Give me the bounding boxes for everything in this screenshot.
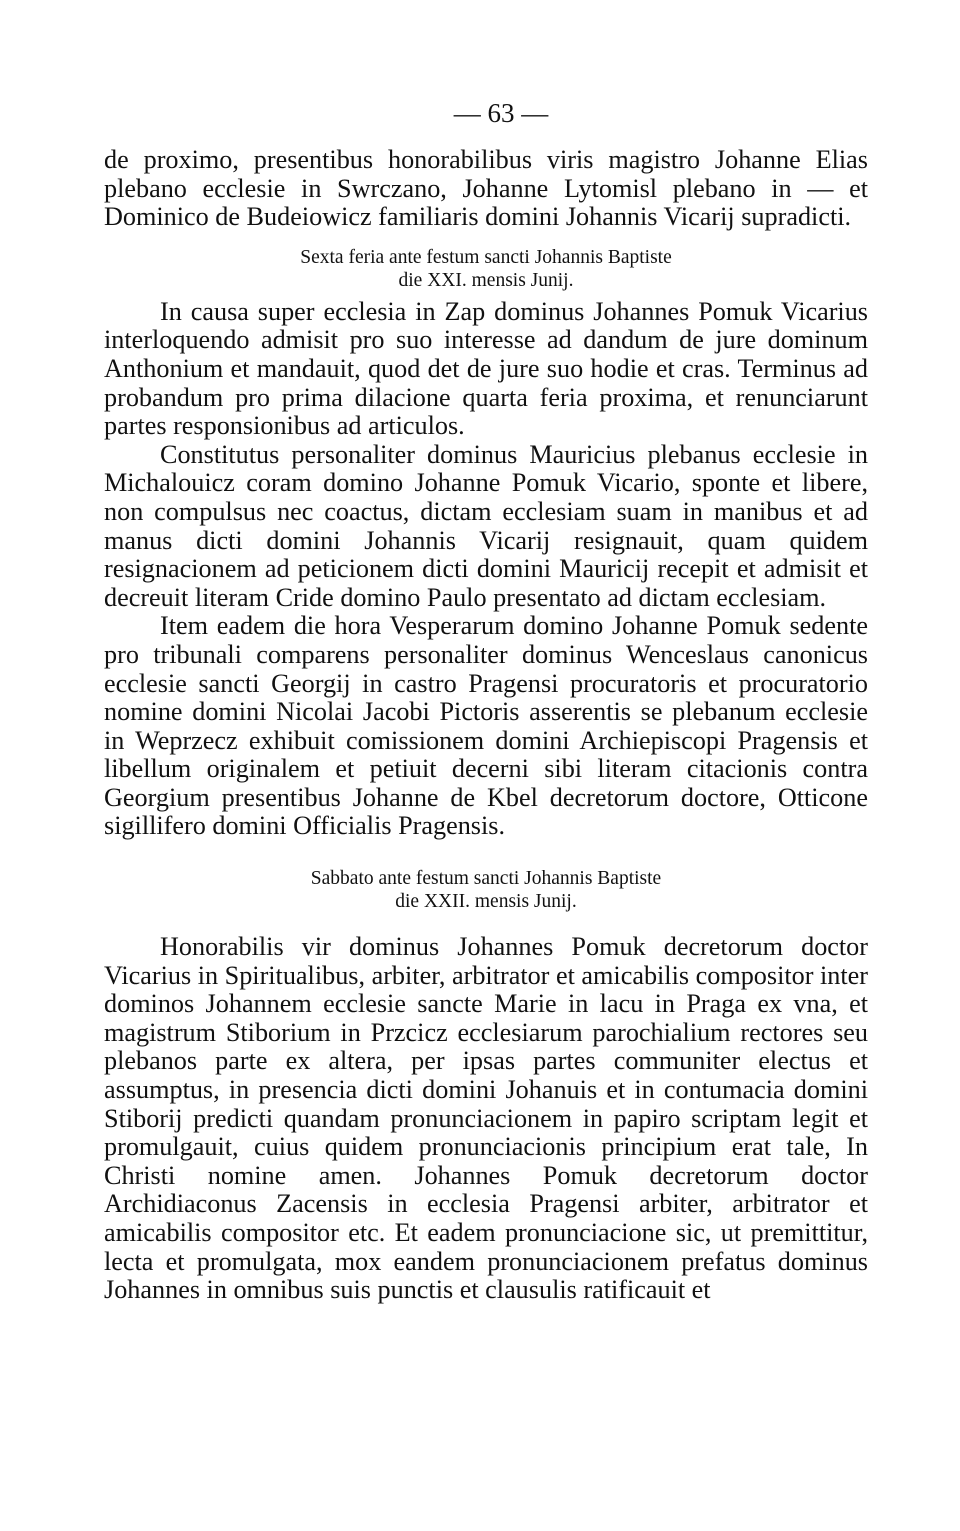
date-heading-1	[104, 246, 868, 292]
date-heading-2-line-1: Sabbato ante festum sancti Johannis Baptiste	[310, 868, 662, 890]
paragraph-1: de proximo, presentibus honorabilibus viris magistro Johanne Elias plebano ecclesie in Swrczano, Johanne Lytomisl plebano in — et Dominico de Budeiowicz familiaris domini Johannis Vicarij supradicti.	[104, 145, 868, 232]
page	[104, 98, 868, 1305]
date-heading-1-line-1: Sexta feria ante festum sancti Johannis Baptiste	[300, 246, 672, 268]
paragraph-4: Item eadem die hora Vesperarum domino Johanne Pomuk sedente pro tribunali comparens personaliter dominus Wenceslaus canonicus ecclesie sancti Georgij in castro Pragensi procuratoris et procuratorio nomine domini Nicolai Jacobi Pictoris asserentis se plebanum ecclesie in Weprzecz exhibuit comissionem domini Archiepiscopi Pragensis et libellum originalem et petiuit decerni sibi literam citacionis contra Georgium presentibus Johanne de Kbel decretorum doctore, Otticone sigillifero domini Officialis Pragensis.	[104, 611, 868, 841]
paragraph-3: Constitutus personaliter dominus Mauricius plebanus ecclesie in Michalouicz coram domino Johanne Pomuk Vicario, sponte et libere, non compulsus nec coactus, dictam ecclesiam suam in manibus et ad manus dicti domini Johannis Vicarij resignauit, quam quidem resignacionem ad peticionem dicti domini Mauricij recepit et admisit et decreuit literam Cride domino Paulo presentato ad dictam ecclesiam.	[104, 439, 868, 612]
paragraph-2: In causa super ecclesia in Zap dominus Johannes Pomuk Vicarius interloquendo admisit pro suo interesse ad dandum de jure dominum Anthonium et mandauit, quod det de jure suo hodie et cras. Terminus ad probandum pro prima dilacione quarta feria proxima, et renunciarunt partes responsionibus ad articulos.	[104, 296, 868, 441]
date-heading-2-line-2: die XXII. mensis Junij.	[395, 891, 577, 913]
date-heading-2	[104, 867, 868, 913]
paragraph-5: Honorabilis vir dominus Johannes Pomuk decretorum doctor Vicarius in Spiritualibus, arbiter, arbitrator et amicabilis compositor inter dominos Johannem ecclesie sancte Marie in lacu in Praga ex vna, et magistrum Stiborium in Przcicz ecclesiarum parochialium rectores seu plebanos parte ex altera, per ipsas partes communiter electus et assumptus, in presencia dicti domini Johanuis et in contumacia domini Stiborij predicti quandam pronunciacionem in papiro scriptam legit et promulgauit, cuius quidem pronunciacionis principium erat tale, In Christi nomine amen. Johannes Pomuk decretorum doctor Archidiaconus Zacensis in ecclesia Pragensi arbiter, arbitrator et amicabilis compositor etc. Et eadem pronunciacione sic, ut premittitur, lecta et promulgata, mox eandem pronunciacionem prefatus dominus Johannes in omnibus suis punctis et clausulis ratificauit et	[104, 932, 868, 1305]
date-heading-1-line-2: die XXI. mensis Junij.	[398, 269, 574, 291]
page-number: — 63 —	[453, 98, 549, 128]
